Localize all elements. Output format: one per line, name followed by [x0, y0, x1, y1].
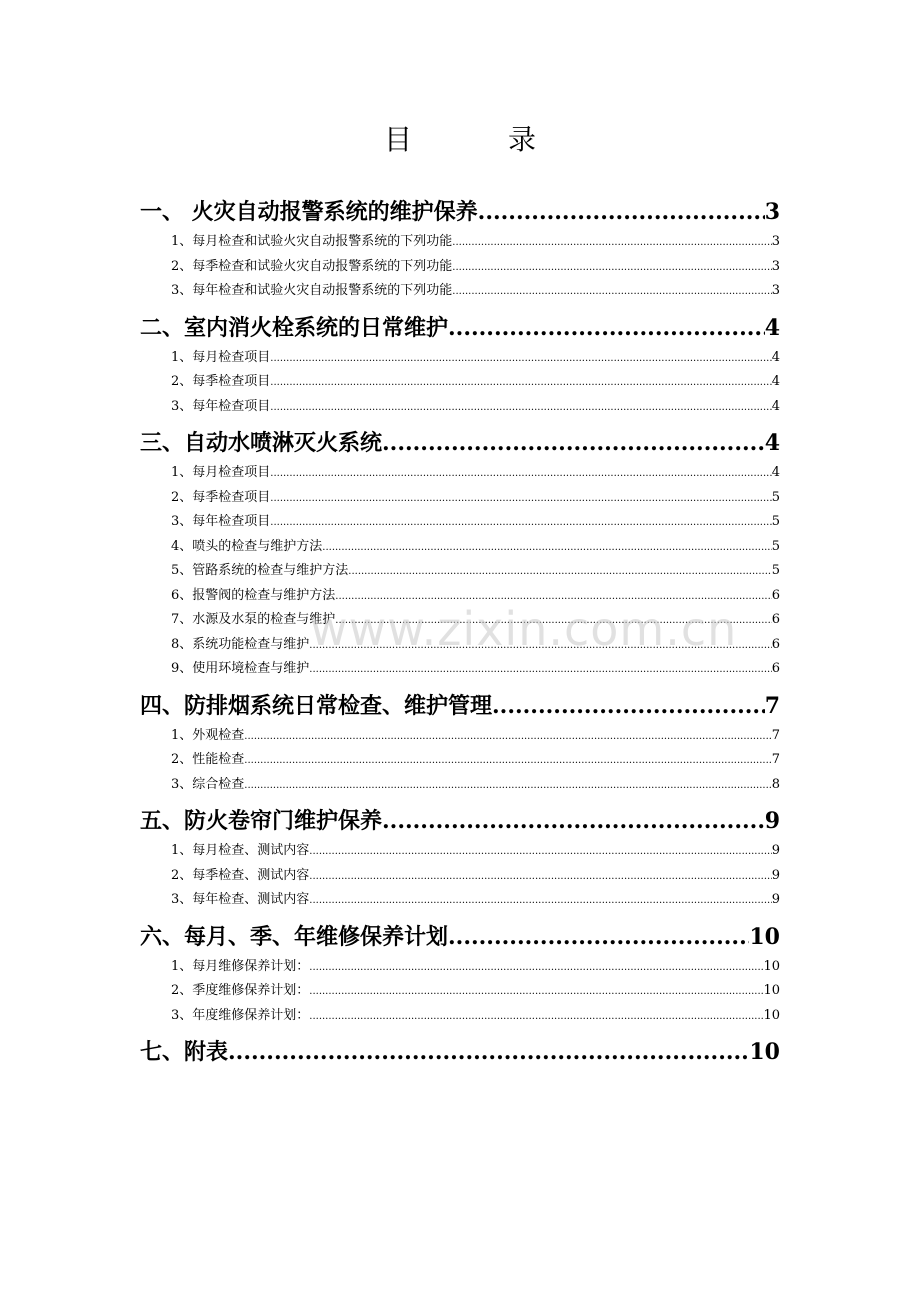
toc-leader-dots: [335, 609, 771, 634]
toc-page-number: 4: [771, 465, 780, 480]
toc-page-number: 4: [771, 349, 780, 365]
toc-page-number: 4: [771, 374, 780, 389]
toc-item[interactable]: [140, 395, 780, 420]
toc-leader-dots: [382, 427, 765, 459]
toc-item[interactable]: [140, 888, 780, 913]
toc-page-number: 10: [749, 923, 780, 950]
toc-leader-dots: [228, 1036, 749, 1068]
toc-section-label: 二、室内消火栓系统的日常维护: [140, 314, 449, 341]
toc-leader-dots: [244, 749, 771, 774]
toc-page-number: 9: [764, 808, 780, 834]
toc-item-label: 3、每年检查项目: [171, 398, 271, 414]
toc-page-number: 6: [771, 636, 780, 652]
toc-item[interactable]: [140, 559, 780, 584]
toc-leader-dots: [309, 889, 771, 914]
toc-section-1[interactable]: [140, 196, 780, 228]
toc-item-label: 1、每月维修保养计划：: [171, 958, 310, 974]
toc-item[interactable]: [140, 370, 780, 395]
toc-item-label: 3、综合检查: [171, 776, 245, 792]
toc-leader-dots: [452, 256, 771, 281]
toc-leader-dots: [309, 980, 763, 1005]
toc-item[interactable]: [140, 535, 780, 560]
toc-item[interactable]: [140, 864, 780, 889]
toc-item-label: 3、年度维修保养计划：: [171, 1007, 310, 1023]
toc-leader-dots: [448, 921, 749, 953]
toc-item[interactable]: [140, 657, 780, 682]
toc-page-number: 9: [771, 867, 780, 883]
toc-page-number: 3: [764, 199, 780, 225]
toc-item[interactable]: [140, 255, 780, 280]
toc-leader-dots: [270, 347, 771, 372]
toc-item[interactable]: [140, 633, 780, 658]
toc-leader-dots: [270, 462, 771, 487]
toc-page-number: 6: [771, 587, 780, 603]
toc-item[interactable]: [140, 486, 780, 511]
toc-section-4[interactable]: [140, 690, 780, 722]
toc-section-label: 一、 火灾自动报警系统的维护保养: [140, 199, 478, 225]
toc-item[interactable]: [140, 584, 780, 609]
toc-leader-dots: [309, 634, 771, 659]
toc-page-number: 10: [763, 1007, 780, 1023]
toc-leader-dots: [448, 312, 765, 344]
toc-item[interactable]: [140, 608, 780, 633]
toc-item[interactable]: [140, 979, 780, 1004]
toc-section-label: 四、防排烟系统日常检查、维护管理: [140, 692, 493, 719]
toc-item-label: 3、每年检查和试验火灾自动报警系统的下列功能: [171, 283, 453, 298]
toc-page-number: 4: [764, 430, 780, 456]
toc-leader-dots: [309, 956, 763, 981]
toc-section-6[interactable]: [140, 921, 780, 953]
toc-page-number: 5: [771, 514, 780, 529]
toc-item-label: 1、外观检查: [171, 727, 245, 743]
toc-page-number: 4: [771, 398, 780, 414]
toc-leader-dots: [322, 536, 771, 561]
toc-item-label: 2、每季检查项目: [171, 489, 271, 505]
toc-page-number: 8: [771, 776, 780, 792]
toc-item-label: 1、每月检查项目: [171, 349, 271, 365]
toc-item-label: 6、报警阀的检查与维护方法: [171, 587, 336, 603]
toc-item-label: 3、每年检查项目: [171, 514, 271, 529]
toc-item[interactable]: [140, 748, 780, 773]
toc-section-label: 三、自动水喷淋灭火系统: [140, 430, 383, 456]
toc-item-label: 5、管路系统的检查与维护方法: [171, 563, 349, 578]
toc-leader-dots: [452, 280, 771, 305]
toc-leader-dots: [244, 725, 771, 750]
title-char-1: 目: [383, 123, 412, 156]
watermark: www.zixin.com.cn: [310, 602, 738, 656]
toc-section-label: 六、每月、季、年维修保养计划: [140, 923, 449, 950]
toc-item[interactable]: [140, 839, 780, 864]
toc-item-label: 2、性能检查: [171, 752, 245, 767]
toc-leader-dots: [309, 840, 771, 865]
toc-item-label: 4、喷头的检查与维护方法: [171, 538, 323, 554]
toc-page-number: 7: [771, 727, 780, 743]
toc-leader-dots: [309, 658, 771, 683]
toc-leader-dots: [348, 560, 771, 585]
toc-item-label: 2、每季检查、测试内容: [171, 867, 310, 883]
toc-section-2[interactable]: [140, 312, 780, 344]
toc-page-number: 9: [771, 892, 780, 907]
toc-page-number: 10: [763, 958, 780, 974]
toc-item[interactable]: [140, 230, 780, 255]
toc-item-label: 1、每月检查项目: [171, 465, 271, 480]
table-of-contents: [140, 190, 780, 1072]
toc-section-label: 五、防火卷帘门维护保养: [140, 808, 383, 834]
toc-page-number: 3: [771, 258, 780, 274]
toc-item-label: 2、每季检查和试验火灾自动报警系统的下列功能: [171, 258, 453, 274]
toc-item-label: 1、每月检查和试验火灾自动报警系统的下列功能: [171, 234, 453, 249]
toc-page-number: 5: [771, 538, 780, 554]
toc-page-number: 5: [771, 563, 780, 578]
toc-leader-dots: [309, 865, 771, 890]
toc-item-label: 1、每月检查、测试内容: [171, 843, 310, 858]
toc-page-number: 10: [749, 1039, 780, 1065]
toc-leader-dots: [492, 690, 765, 722]
toc-leader-dots: [452, 231, 771, 256]
title-char-2: 录: [508, 123, 537, 156]
toc-leader-dots: [244, 774, 771, 799]
toc-section-5[interactable]: [140, 805, 780, 837]
toc-leader-dots: [270, 371, 771, 396]
toc-page-number: 9: [771, 843, 780, 858]
toc-item[interactable]: [140, 279, 780, 304]
toc-leader-dots: [382, 805, 765, 837]
page-title: [0, 118, 920, 158]
toc-page-number: 4: [764, 314, 780, 341]
toc-leader-dots: [335, 585, 771, 610]
toc-section-label: 七、附表: [140, 1039, 229, 1065]
toc-page-number: 3: [771, 283, 780, 298]
toc-item-label: 2、每季检查项目: [171, 374, 271, 389]
toc-page-number: 6: [771, 612, 780, 627]
toc-item-label: 3、每年检查、测试内容: [171, 892, 310, 907]
toc-leader-dots: [309, 1005, 763, 1030]
toc-item[interactable]: [140, 773, 780, 798]
toc-item[interactable]: [140, 1004, 780, 1029]
toc-page-number: 5: [771, 489, 780, 505]
toc-page-number: 6: [771, 661, 780, 676]
toc-item[interactable]: [140, 724, 780, 749]
toc-item-label: 2、季度维修保养计划：: [171, 983, 310, 998]
toc-section-7[interactable]: [140, 1036, 780, 1068]
toc-leader-dots: [270, 396, 771, 421]
toc-page-number: 10: [763, 983, 780, 998]
toc-item[interactable]: [140, 510, 780, 535]
toc-leader-dots: [478, 196, 765, 228]
toc-page-number: 3: [771, 234, 780, 249]
toc-section-3[interactable]: [140, 427, 780, 459]
toc-page-number: 7: [764, 692, 780, 719]
toc-item[interactable]: [140, 461, 780, 486]
toc-item-label: 7、水源及水泵的检查与维护: [171, 612, 336, 627]
toc-item-label: 8、系统功能检查与维护: [171, 636, 310, 652]
toc-leader-dots: [270, 487, 771, 512]
toc-item[interactable]: [140, 346, 780, 371]
toc-page-number: 7: [771, 752, 780, 767]
toc-leader-dots: [270, 511, 771, 536]
toc-item-label: 9、使用环境检查与维护: [171, 661, 310, 676]
toc-item[interactable]: [140, 955, 780, 980]
